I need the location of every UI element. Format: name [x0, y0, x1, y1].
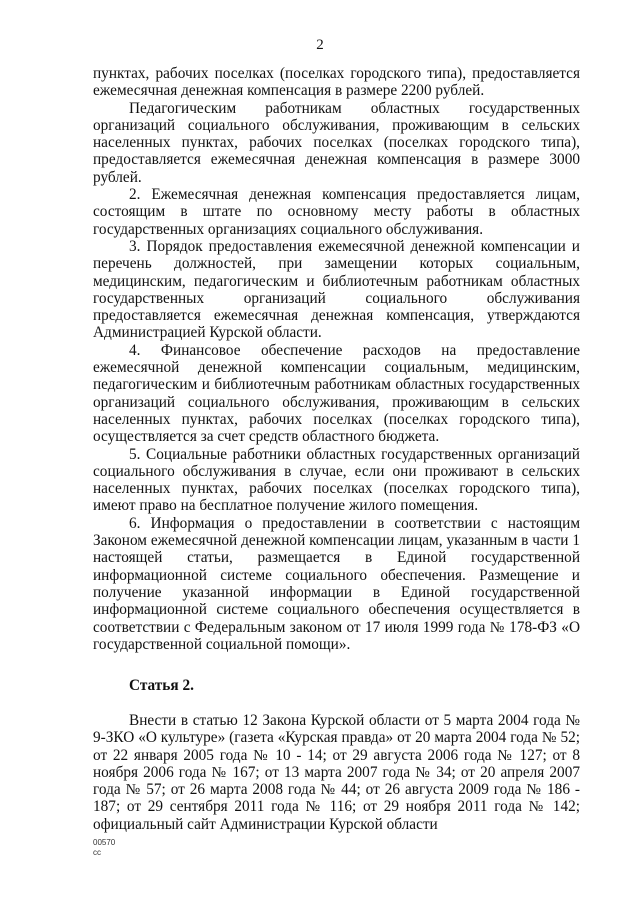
paragraph-clause-2: 2. Ежемесячная денежная компенсация предоставляется лицам, состоящим в штате по основному месту работы в областных государственных организациях социального обслуживания.: [93, 186, 580, 238]
paragraph-continuation: пунктах, рабочих поселках (поселках городского типа), предоставляется ежемесячная денежная компенсация в размере 2200 рублей.: [93, 65, 580, 100]
article-paragraph: Внести в статью 12 Закона Курской области от 5 марта 2004 года № 9-ЗКО «О культуре» (газета «Курская правда» от 20 марта 2004 года № 52; от 22 января 2005 года № 10 - 14; от 29 августа 2006 года № 127; от 8 ноября 2006 года № 167; от 13 марта 2007 года № 34; от 20 апреля 2007 года № 57; от 26 марта 2008 года № 44; от 26 августа 2009 года № 186 - 187; от 29 сентября 2011 года № 116; от 29 ноября 2011 года № 142; официальный сайт Администрации Курской области: [93, 712, 580, 833]
footer-code: [93, 838, 115, 858]
paragraph-clause-4: 4. Финансовое обеспечение расходов на предоставление ежемесячной денежной компенсации социальным, медицинским, педагогическим и библиотечным работникам областных государственных организаций социального обслуживания, проживающим в сельских населенных пунктах, рабочих поселках (поселках городского типа), осуществляется за счет средств областного бюджета.: [93, 341, 580, 446]
article-body: [93, 712, 580, 833]
paragraph-clause-5: 5. Социальные работники областных государственных организаций социального обслуживания в случае, если они проживают в сельских населенных пунктах, рабочих поселках (поселках городского типа), имеют право на бесплатное получение жилого помещения.: [93, 445, 580, 515]
paragraph-clause-3: 3. Порядок предоставления ежемесячной денежной компенсации и перечень должностей, при замещении которых социальным, медицинским, педагогическим и библиотечным работникам областных государственных организаций социального обслуживания предоставляется ежемесячная денежная компенсация, утверждаются Администрацией Курской области.: [93, 237, 580, 342]
article-heading: Статья 2.: [129, 677, 194, 694]
page-number: 2: [316, 37, 324, 53]
document-body: [93, 65, 580, 653]
paragraph-clause-6: 6. Информация о предоставлении в соответствии с настоящим Законом ежемесячной денежной компенсации лицам, указанным в части 1 настоящей статьи, размещается в Единой государственной информационной системе социального обеспечения. Размещение и получение указанной информации в Единой государственной информационной системе социального обеспечения осуществляется в соответствии с Федеральным законом от 17 июля 1999 года № 178-ФЗ «О государственной социальной помощи».: [93, 514, 580, 653]
operator-initials: сс: [93, 848, 101, 857]
paragraph-pedagogical-workers: Педагогическим работникам областных государственных организаций социального обслуживания, проживающим в сельских населенных пунктах, рабочих поселках (поселках городского типа), предоставляется ежемесячная денежная компенсация в размере 3000 рублей.: [93, 99, 580, 186]
document-code: 00570: [93, 838, 116, 847]
